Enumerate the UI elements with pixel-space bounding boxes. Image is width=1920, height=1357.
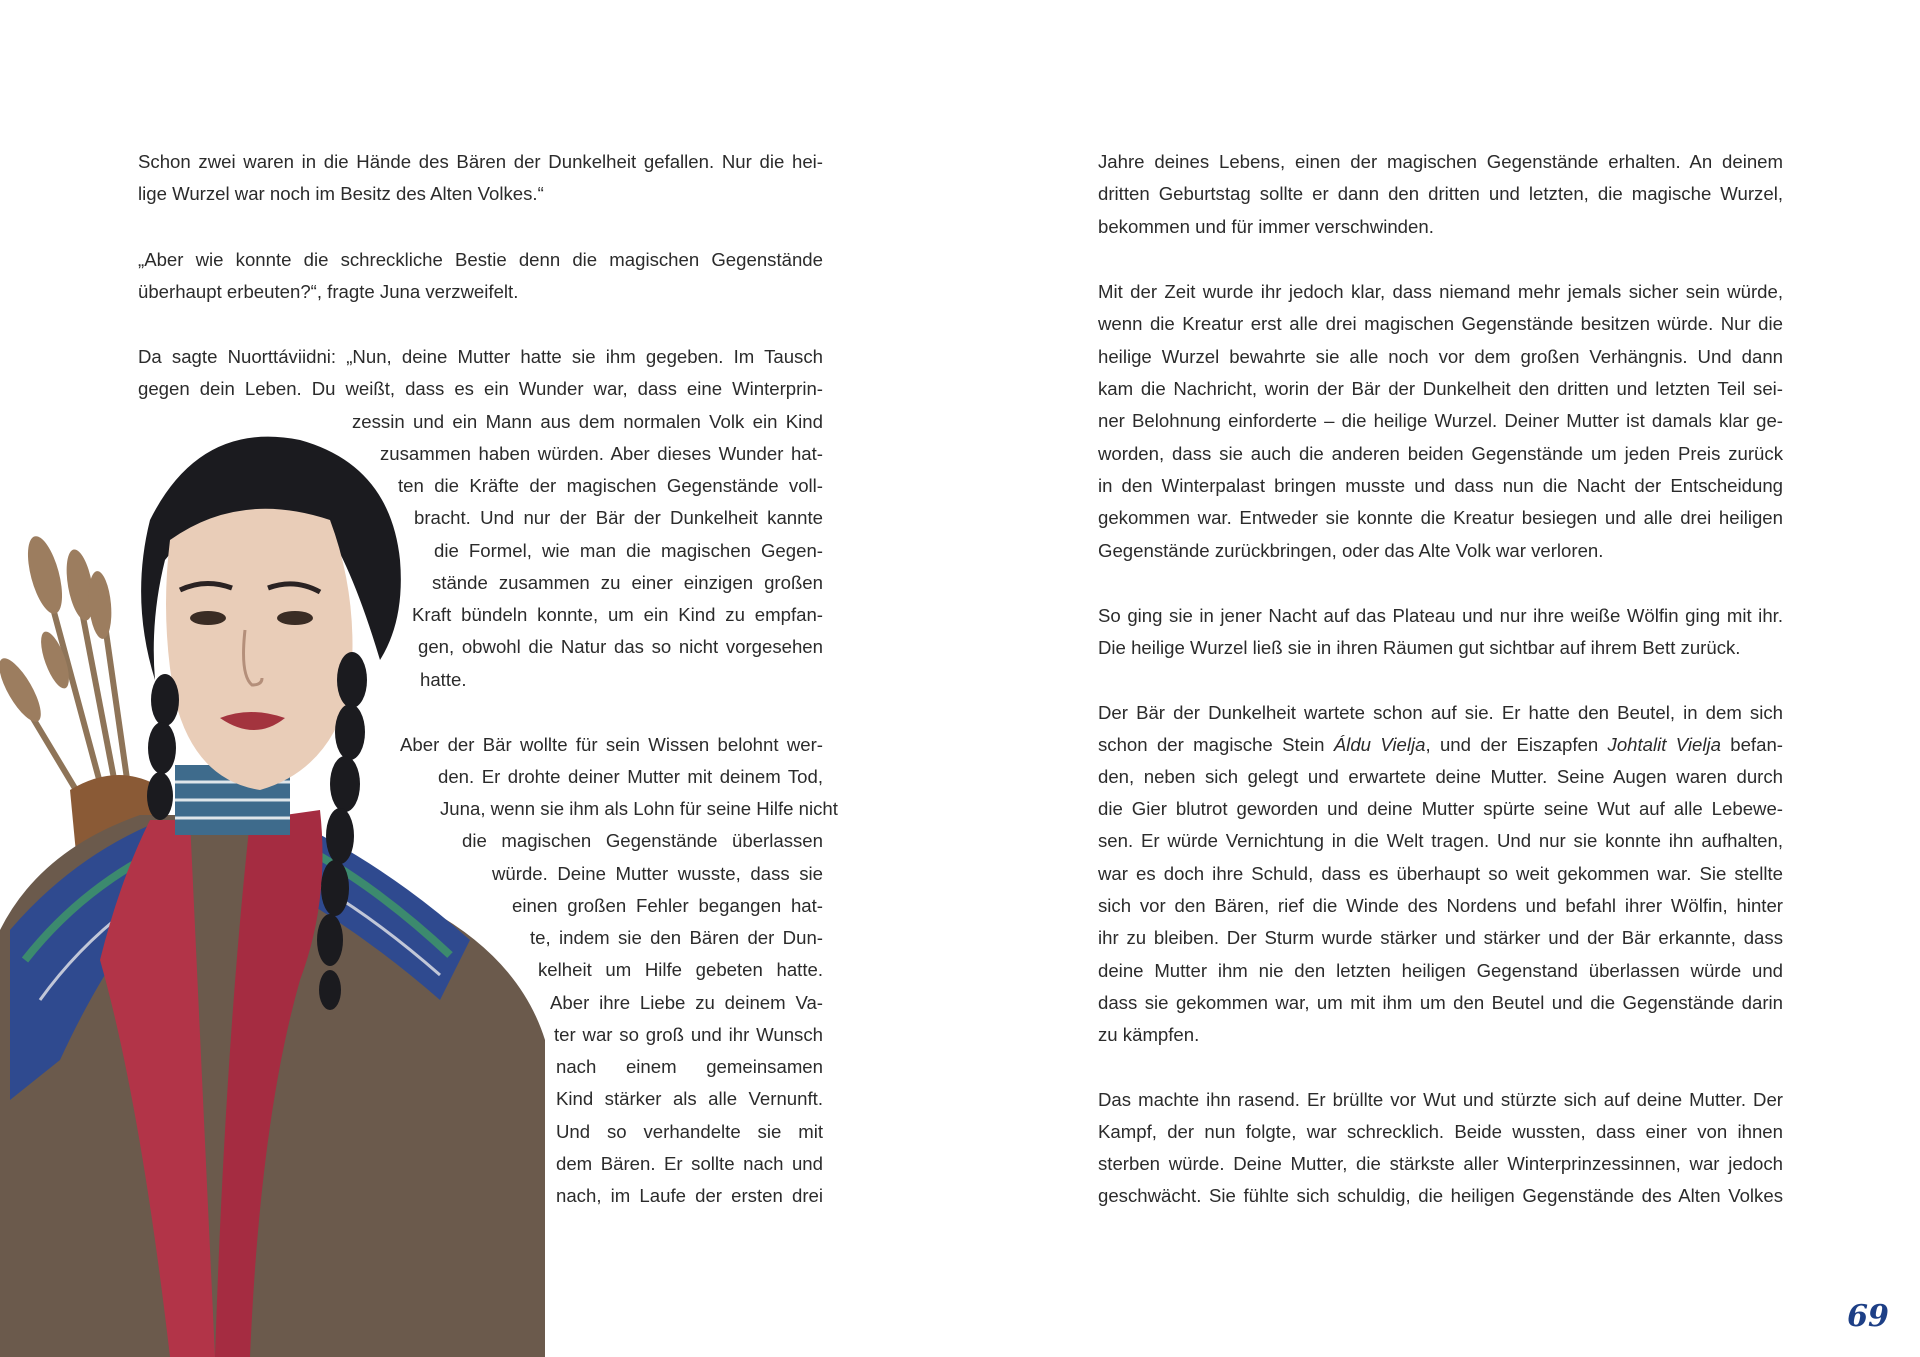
right-text-line: worden, dass sie auch die anderen beiden Gegenstände um jeden Preis zurück	[1098, 443, 1783, 464]
right-text-line: zu kämpfen.	[1098, 1024, 1200, 1045]
left-text-line: „Aber wie konnte die schreckliche Bestie denn die magischen Gegenstände	[138, 249, 823, 270]
right-text-line: die Gier blutrot geworden und deine Mutter spürte seine Wut auf alle Lebewe-	[1098, 798, 1783, 819]
left-text-line: Aber der Bär wollte für sein Wissen belohnt wer-	[400, 734, 823, 755]
right-text-line: Jahre deines Lebens, einen der magischen Gegenstände erhalten. An deinem	[1098, 151, 1783, 172]
left-text-line: stände zusammen zu einer einzigen großen	[432, 572, 823, 593]
right-text-line: deine Mutter ihm nie den letzten heiligen Gegenstand überlassen würde und	[1098, 960, 1783, 981]
right-text-line: So ging sie in jener Nacht auf das Plateau und nur ihre weiße Wölfin ging mit ihr.	[1098, 605, 1783, 626]
left-text-line: Kind stärker als alle Vernunft.	[556, 1088, 823, 1109]
item-name-aldu-vielja: Áldu Vielja	[1333, 734, 1426, 755]
right-text-line: dritten Geburtstag sollte er dann den dritten und letzten, die magische Wurzel,	[1098, 183, 1783, 204]
left-text-line: Schon zwei waren in die Hände des Bären der Dunkelheit gefallen. Nur die hei-	[138, 151, 823, 172]
text-run: schon der magische Stein	[1098, 734, 1334, 755]
left-text-line: die magischen Gegenstände überlassen	[462, 830, 823, 851]
left-text-line: überhaupt erbeuten?“, fragte Juna verzweifelt.	[138, 281, 519, 302]
left-text-line: kelheit um Hilfe gebeten hatte.	[538, 959, 823, 980]
left-text-line: dem Bären. Er sollte nach und	[556, 1153, 823, 1174]
left-text-line: nach, im Laufe der ersten drei	[556, 1185, 823, 1206]
right-text-line: gekommen war. Entweder sie konnte die Kreatur besiegen und alle drei heiligen	[1098, 507, 1783, 528]
right-text-line: war es doch ihre Schuld, dass es überhaupt so weit gekommen war. Sie stellte	[1098, 863, 1783, 884]
item-name-johtalit-vielja: Johtalit Vielja	[1607, 734, 1721, 755]
right-text-line: sterben würde. Deine Mutter, die stärkste aller Winterprinzessinnen, war jedoch	[1098, 1153, 1783, 1174]
left-text-line: ter war so groß und ihr Wunsch	[554, 1024, 823, 1045]
right-text-line: ner Belohnung einforderte – die heilige Wurzel. Deiner Mutter ist damals klar ge-	[1098, 410, 1783, 431]
left-text-line: Und so verhandelte sie mit	[556, 1121, 823, 1142]
left-text-line: bracht. Und nur der Bär der Dunkelheit kannte	[414, 507, 823, 528]
right-page	[960, 0, 1920, 1357]
left-text-line: lige Wurzel war noch im Besitz des Alten Volkes.“	[138, 183, 544, 204]
left-text-line: würde. Deine Mutter wusste, dass sie	[492, 863, 823, 884]
left-eye	[190, 611, 226, 625]
left-text-line: die Formel, wie man die magischen Gegen-	[434, 540, 823, 561]
left-text-line: Da sagte Nuorttáviidni: „Nun, deine Mutter hatte sie ihm gegeben. Im Tausch	[138, 346, 823, 367]
right-text-line: Der Bär der Dunkelheit wartete schon auf sie. Er hatte den Beutel, in dem sich	[1098, 702, 1783, 723]
left-text-line: Kraft bündeln konnte, um ein Kind zu empfan-	[412, 604, 823, 625]
left-text-line: gen, obwohl die Natur das so nicht vorgesehen	[418, 636, 823, 657]
right-text-line: Mit der Zeit wurde ihr jedoch klar, dass niemand mehr jemals sicher sein würde,	[1098, 281, 1783, 302]
left-text-line: te, indem sie den Bären der Dun-	[530, 927, 823, 948]
right-text-line: kam die Nachricht, worin der Bär der Dunkelheit den dritten und letzten Teil sei-	[1098, 378, 1783, 399]
right-text-line: bekommen und für immer verschwinden.	[1098, 216, 1434, 237]
right-text-line: in den Winterpalast bringen musste und dass nun die Nacht der Entscheidung	[1098, 475, 1783, 496]
left-text-line: einen großen Fehler begangen hat-	[512, 895, 823, 916]
page-number: 69	[1847, 1299, 1889, 1334]
right-text-line: Die heilige Wurzel ließ sie in ihren Räumen gut sichtbar auf ihrem Bett zurück.	[1098, 637, 1741, 658]
left-text-line: zessin und ein Mann aus dem normalen Volk ein Kind	[352, 411, 823, 432]
right-text-line: heilige Wurzel bewahrte sie alle noch vor dem großen Verhängnis. Und dann	[1098, 346, 1783, 367]
face	[166, 509, 353, 790]
right-text-line: dass sie gekommen war, um mit ihm um den Beutel und die Gegenstände darin	[1098, 992, 1783, 1013]
right-eye	[277, 611, 313, 625]
text-run: , und der Eiszapfen	[1425, 734, 1608, 755]
right-text-line: sich vor den Bären, rief die Winde des Nordens und befahl ihrer Wölfin, hinter	[1098, 895, 1783, 916]
right-text-line: sen. Er würde Vernichtung in die Welt tragen. Und nur sie konnte ihn aufhalten,	[1098, 830, 1783, 851]
right-text-line: den, neben sich gelegt und erwartete deine Mutter. Seine Augen waren durch	[1098, 766, 1783, 787]
left-braid	[147, 674, 179, 820]
left-text-line: gegen dein Leben. Du weißt, dass es ein Wunder war, dass eine Winterprin-	[138, 378, 823, 399]
right-text-line: Das machte ihn rasend. Er brüllte vor Wut und stürzte sich auf deine Mutter. Der	[1098, 1089, 1783, 1110]
left-text-line: zusammen haben würden. Aber dieses Wunder hat-	[380, 443, 823, 464]
left-text-line: nach einem gemeinsamen	[556, 1056, 823, 1077]
right-text-line: wenn die Kreatur erst alle drei magischen Gegenstände besitzen würde. Nur die	[1098, 313, 1783, 334]
left-text-line: ten die Kräfte der magischen Gegenstände voll-	[398, 475, 823, 496]
left-text-line: hatte.	[420, 669, 467, 690]
text-run: befan-	[1720, 734, 1783, 755]
right-text-line: Gegenstände zurückbringen, oder das Alte Volk war verloren.	[1098, 540, 1604, 561]
right-text-line: Kampf, der nun folgte, war schrecklich. Beide wussten, dass einer von ihnen	[1098, 1121, 1783, 1142]
left-text-line: den. Er drohte deiner Mutter mit deinem Tod,	[438, 766, 823, 787]
right-text-line-italic	[1098, 730, 1783, 760]
left-text-line: Aber ihre Liebe zu deinem Va-	[550, 992, 823, 1013]
right-text-line: geschwächt. Sie fühlte sich schuldig, die heiligen Gegenstände des Alten Volkes	[1098, 1185, 1783, 1206]
left-text-line: Juna, wenn sie ihm als Lohn für seine Hilfe nicht	[440, 798, 838, 819]
right-text-line: ihr zu bleiben. Der Sturm wurde stärker und stärker und der Bär erkannte, dass	[1098, 927, 1783, 948]
